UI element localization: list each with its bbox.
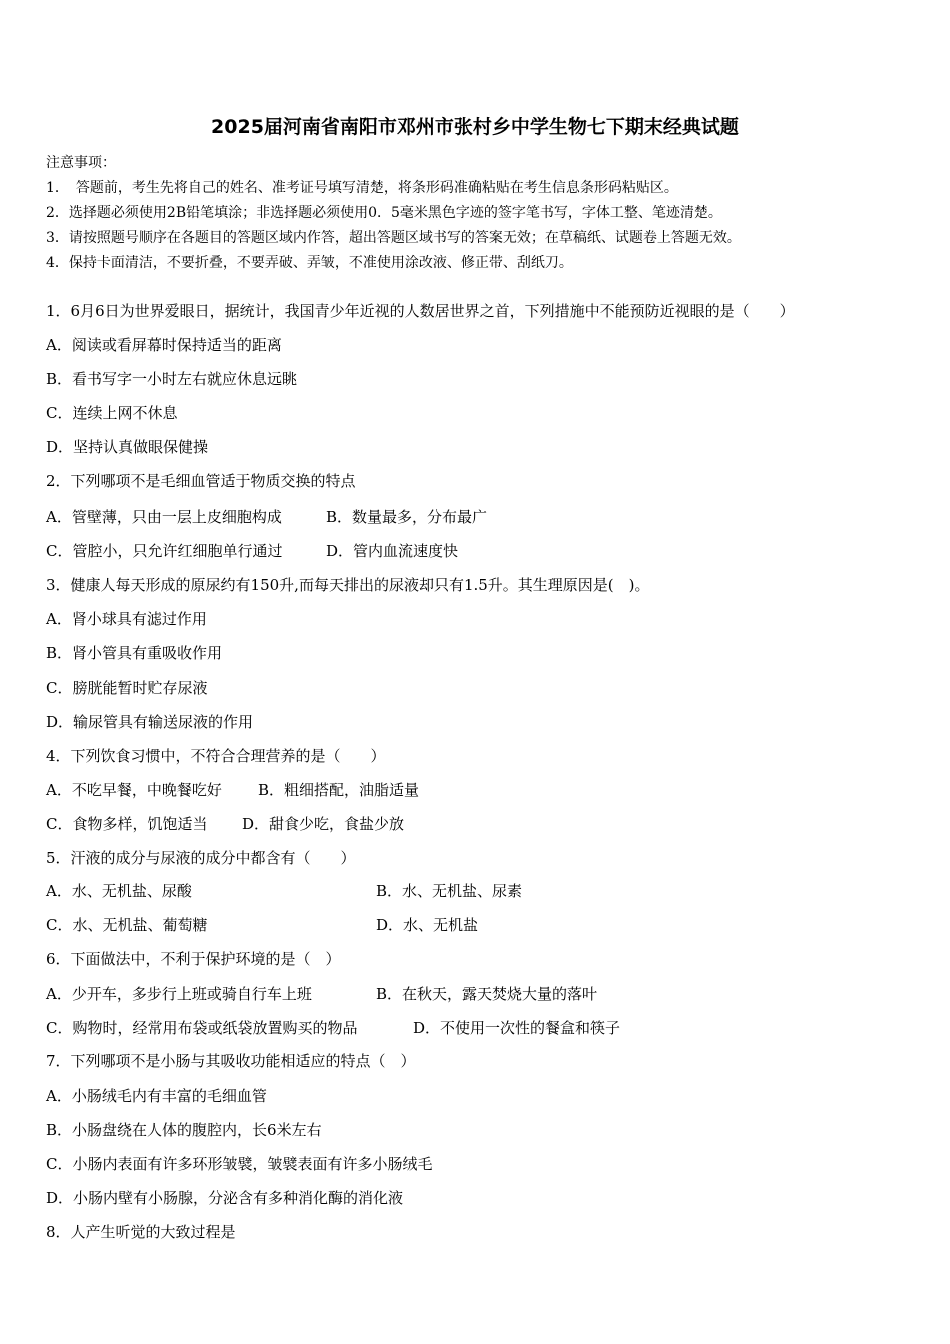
notes-item: 4．保持卡面清洁，不要折叠，不要弄破、弄皱，不准使用涂改液、修正带、刮纸刀。 bbox=[46, 255, 573, 271]
option-a: A．肾小球具有滤过作用 bbox=[46, 610, 207, 628]
notes-item: 1． 答题前，考生先将自己的姓名、准考证号填写清楚，将条形码准确粘贴在考生信息条形码粘贴区。 bbox=[46, 180, 678, 196]
option-a: A．小肠绒毛内有丰富的毛细血管 bbox=[46, 1087, 267, 1105]
option-d: D．坚持认真做眼保健操 bbox=[46, 438, 209, 456]
option-b: B．看书写字一小时左右就应休息远眺 bbox=[46, 370, 298, 388]
option-a: A．管壁薄，只由一层上皮细胞构成 bbox=[46, 508, 282, 526]
notes-item: 2．选择题必须使用2B铅笔填涂；非选择题必须使用0．5毫米黑色字迹的签字笔书写，字体工整、笔迹清楚。 bbox=[46, 205, 722, 221]
option-a: A．水、无机盐、尿酸 bbox=[46, 882, 192, 900]
option-c: C．膀胱能暂时贮存尿液 bbox=[46, 679, 208, 697]
option-b: B．肾小管具有重吸收作用 bbox=[46, 644, 223, 662]
option-d: D．输尿管具有输送尿液的作用 bbox=[46, 713, 254, 731]
notes-item: 3．请按照题号顺序在各题目的答题区域内作答，超出答题区域书写的答案无效；在草稿纸、试题卷上答题无效。 bbox=[46, 230, 741, 246]
option-c: C．购物时，经常用布袋或纸袋放置购买的物品 bbox=[46, 1019, 358, 1037]
option-d: D．小肠内壁有小肠腺，分泌含有多种消化酶的消化液 bbox=[46, 1189, 404, 1207]
option-a: A．阅读或看屏幕时保持适当的距离 bbox=[46, 336, 282, 354]
option-c: C．连续上网不休息 bbox=[46, 404, 178, 422]
option-c: C．管腔小，只允许红细胞单行通过 bbox=[46, 542, 283, 560]
option-a: A．少开车，多步行上班或骑自行车上班 bbox=[46, 985, 312, 1003]
option-b: B．小肠盘绕在人体的腹腔内，长6米左右 bbox=[46, 1121, 322, 1139]
question-stem: 8．人产生听觉的大致过程是 bbox=[46, 1223, 236, 1241]
question-stem: 1．6月6日为世界爱眼日，据统计，我国青少年近视的人数居世界之首，下列措施中不能预防近视眼的是（ ） bbox=[46, 302, 795, 320]
option-c: C．水、无机盐、葡萄糖 bbox=[46, 916, 208, 934]
option-c: C．小肠内表面有许多环形皱襞，皱襞表面有许多小肠绒毛 bbox=[46, 1155, 433, 1173]
question-stem: 4．下列饮食习惯中，不符合合理营养的是（ ） bbox=[46, 747, 386, 765]
question-stem: 3．健康人每天形成的原尿约有150升,而每天排出的尿液却只有1.5升。其生理原因是( )。 bbox=[46, 576, 650, 594]
option-a: A．不吃早餐，中晚餐吃好 bbox=[46, 781, 222, 799]
notes-heading: 注意事项： bbox=[46, 155, 116, 171]
option-d: D．水、无机盐 bbox=[376, 916, 479, 934]
page-title: 2025届河南省南阳市邓州市张村乡中学生物七下期末经典试题 bbox=[211, 116, 739, 138]
question-stem: 2．下列哪项不是毛细血管适于物质交换的特点 bbox=[46, 472, 356, 490]
option-b: B．水、无机盐、尿素 bbox=[376, 882, 523, 900]
notes-section bbox=[46, 151, 906, 276]
option-d: D．甜食少吃，食盐少放 bbox=[242, 815, 405, 833]
option-b: B．粗细搭配，油脂适量 bbox=[258, 781, 420, 799]
question-stem: 5．汗液的成分与尿液的成分中都含有（ ） bbox=[46, 849, 356, 867]
question-stem: 6．下面做法中，不利于保护环境的是（ ） bbox=[46, 950, 341, 968]
option-c: C．食物多样，饥饱适当 bbox=[46, 815, 208, 833]
option-d: D．管内血流速度快 bbox=[326, 542, 459, 560]
option-b: B．数量最多，分布最广 bbox=[326, 508, 488, 526]
option-b: B．在秋天，露天焚烧大量的落叶 bbox=[376, 985, 598, 1003]
question-stem: 7．下列哪项不是小肠与其吸收功能相适应的特点（ ） bbox=[46, 1052, 416, 1070]
option-d: D．不使用一次性的餐盒和筷子 bbox=[413, 1019, 621, 1037]
